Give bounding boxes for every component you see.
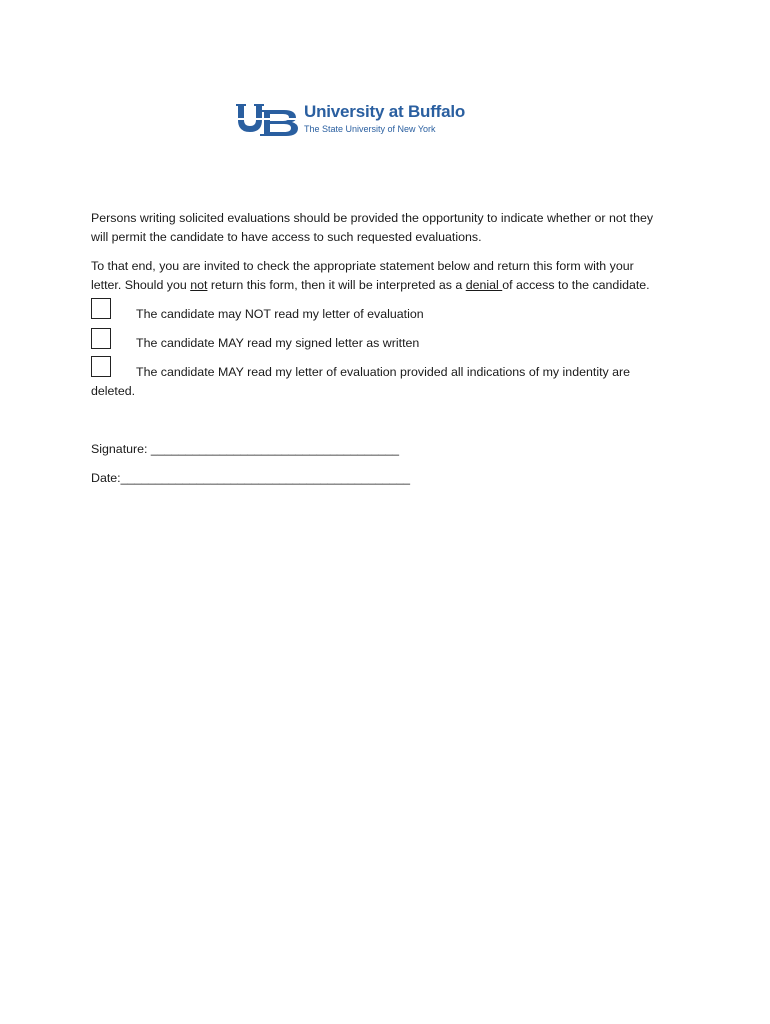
intro-line-1: Persons writing solicited evaluations should be provided the opportunity to indicate whether or not they — [91, 211, 654, 225]
option-3-label: The candidate MAY read my letter of evaluation provided all indications of my indentity are — [136, 365, 631, 379]
university-logo — [236, 100, 476, 140]
logo-title: University at Buffalo — [304, 102, 466, 121]
option-2-label: The candidate MAY read my signed letter as written — [136, 336, 420, 350]
option-3-checkbox[interactable] — [91, 356, 111, 377]
instructions-text-b: return this form, then it will be interpreted as a — [207, 278, 466, 292]
instructions-text-a: letter. Should you — [91, 278, 191, 292]
ub-monogram-icon — [236, 100, 300, 138]
emphasis-denial: denial — [465, 278, 503, 292]
instructions-line-1: To that end, you are invited to check the appropriate statement below and return this form with your — [91, 259, 634, 273]
instructions-line-2 — [91, 276, 691, 295]
signature-line[interactable]: Signature: ____________________________________ — [91, 442, 400, 456]
option-3-continuation: deleted. — [91, 384, 136, 398]
date-line[interactable]: Date:__________________________________________ — [91, 471, 411, 485]
logo-subtitle: The State University of New York — [304, 124, 436, 134]
option-1-label: The candidate may NOT read my letter of evaluation — [136, 307, 424, 321]
option-2-checkbox[interactable] — [91, 328, 111, 349]
option-1-checkbox[interactable] — [91, 298, 111, 319]
intro-line-2: will permit the candidate to have access to such requested evaluations. — [91, 230, 482, 244]
instructions-text-c: of access to the candidate. — [502, 278, 650, 292]
emphasis-not: not — [190, 278, 208, 292]
